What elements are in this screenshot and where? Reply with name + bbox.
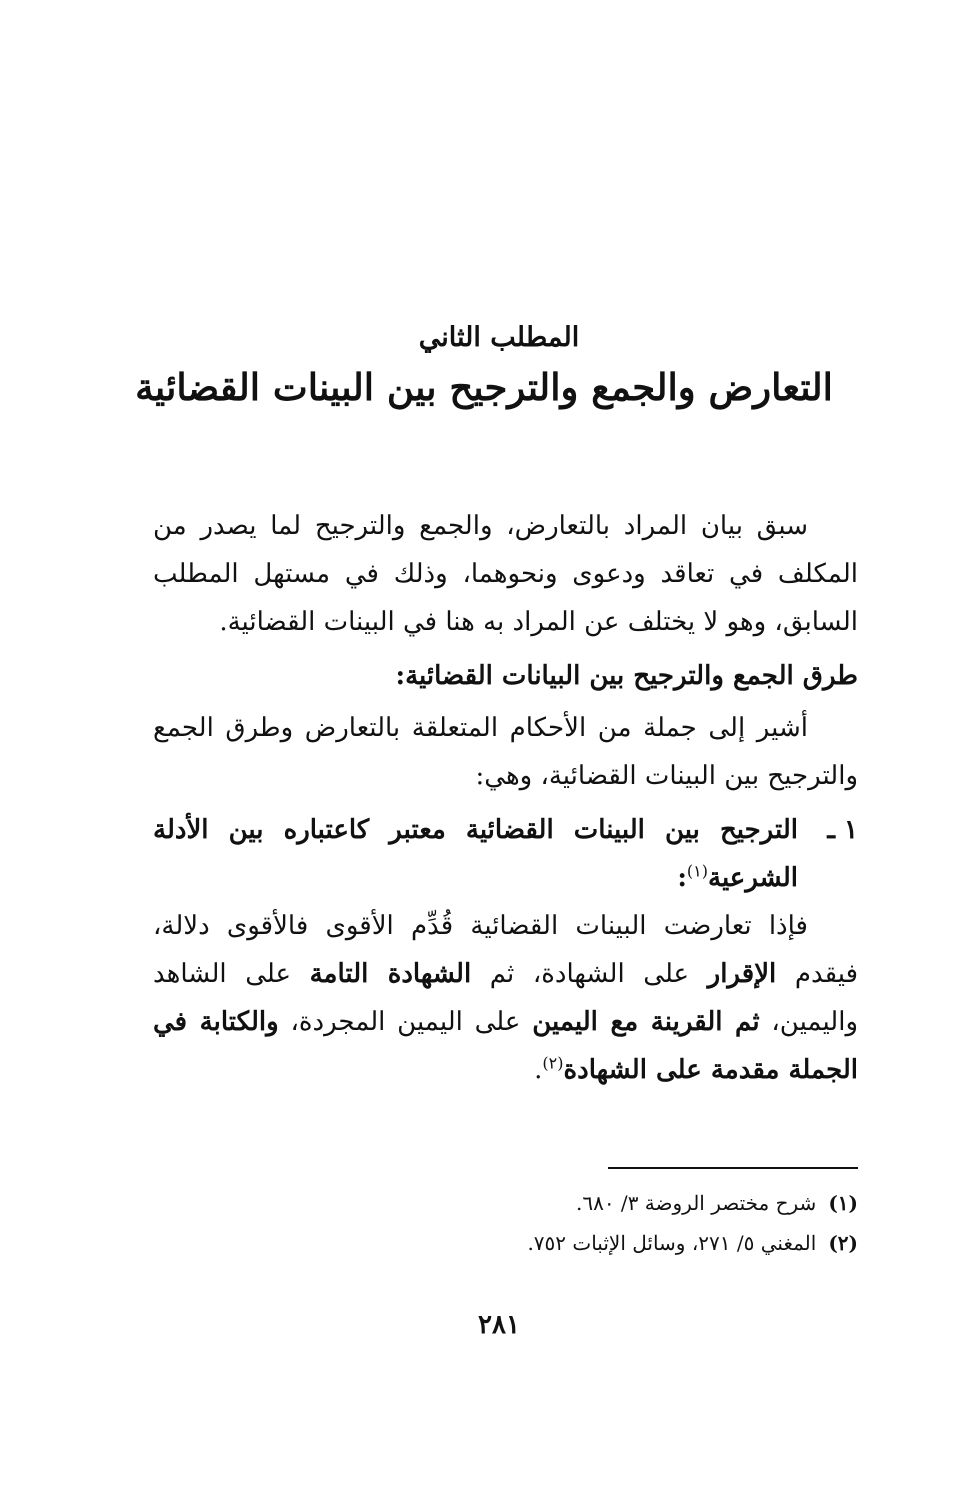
footnote-divider <box>608 1167 858 1169</box>
rule-text-2: على الشهادة، ثم <box>489 959 690 989</box>
rule-bold-2: الشهادة التامة <box>309 959 472 989</box>
item-text: الترجيح بين البينات القضائية معتبر كاعتباره بين الأدلة الشرعية <box>153 815 798 893</box>
rule-text-4: على اليمين المجردة، <box>290 1007 521 1037</box>
section-label: المطلب الثاني <box>418 322 580 353</box>
footnote-number: (٢) <box>828 1231 858 1255</box>
footnote-ref-1[interactable]: (١) <box>686 861 709 881</box>
rule-suffix: . <box>534 1055 543 1085</box>
footnote-2 <box>158 1223 858 1263</box>
page-number: ٢٨١ <box>478 1310 520 1340</box>
pointer-paragraph: أشير إلى جملة من الأحكام المتعلقة بالتعارض وطرق الجمع والترجيح بين البينات القضائية، وهي: <box>153 713 858 791</box>
rule-bold-1: الإقرار <box>707 959 777 989</box>
item-number: ١ ـ <box>827 815 858 845</box>
rule-paragraph <box>153 902 858 1094</box>
footnote-1 <box>158 1183 858 1223</box>
rule-text-3: على الشاهد واليمين، <box>153 959 858 1037</box>
rule-bold-3: ثم القرينة مع اليمين <box>532 1007 760 1037</box>
footnote-text: المغني ٥/ ٢٧١، وسائل الإثبات ٧٥٢. <box>527 1231 817 1255</box>
subheading: طرق الجمع والترجيح بين البيانات القضائية: <box>395 661 858 691</box>
footnote-ref-2[interactable]: (٢) <box>542 1053 564 1073</box>
body-text <box>153 502 858 1094</box>
item-suffix: : <box>677 863 687 893</box>
intro-paragraph: سبق بيان المراد بالتعارض، والجمع والترجيح لما يصدر من المكلف في تعاقد ودعوى ونحوهما، وذلك في مستهل المطلب السابق، وهو لا يختلف عن المراد به هنا في البينات القضائية. <box>153 511 858 637</box>
numbered-item-1 <box>153 806 858 902</box>
footnotes <box>158 1183 858 1263</box>
section-title: التعارض والجمع والترجيح بين البينات القضائية <box>135 365 833 409</box>
rule-text-1: فإذا تعارضت البينات القضائية قُدِّم الأقوى فالأقوى دلالة، فيقدم <box>153 911 859 989</box>
rule-bold-4: والكتابة في الجملة مقدمة على الشهادة <box>153 1007 858 1085</box>
footnote-number: (١) <box>828 1191 858 1215</box>
footnote-text: شرح مختصر الروضة ٣/ ٦٨٠. <box>575 1191 817 1215</box>
